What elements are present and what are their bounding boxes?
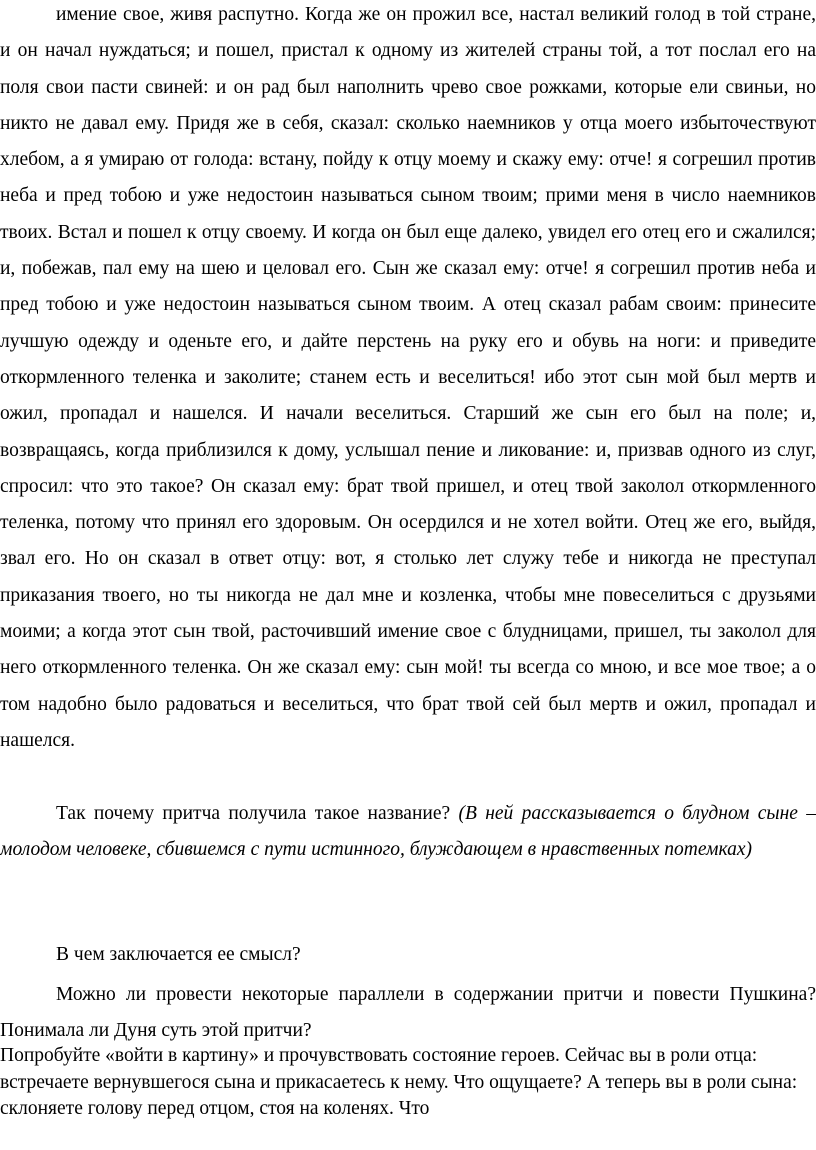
question-paragraph-parallels: Можно ли провести некоторые параллели в содержании притчи и повести Пушкина? Понимала ли Дуня суть этой притчи? <box>0 984 816 1042</box>
question-text: Так почему притча получила такое название? <box>56 803 451 824</box>
question-paragraph-title-meaning <box>0 796 816 869</box>
question-answer-italic: (В ней рассказывается о блудном сыне – молодом человеке, сбившемся с пути истинного, блуждающем в нравственных потемках) <box>0 803 816 861</box>
task-paragraph: Попробуйте «войти в картину» и прочувствовать состояние героев. Сейчас вы в роли отца: встречаете вернувшегося сына и прикасаетесь к нему. Что ощущаете? А теперь вы в роли сына: склоняете голову перед отцом, стоя на коленях. Что <box>0 1045 798 1119</box>
parable-text-paragraph: имение свое, живя распутно. Когда же он прожил все, настал великий голод в той стране, и он начал нуждаться; и пошел, пристал к одному из жителей страны той, а тот послал его на поля свои пасти свиней: и он рад был наполнить чрево свое рожками, которые ели свиньи, но никто не давал ему. Придя же в себя, сказал: сколько наемников у отца моего избыточествуют хлебом, а я умираю от голода: встану, пойду к отцу моему и скажу ему: отче! я согрешил против неба и пред тобою и уже недостоин называться сыном твоим; прими меня в число наемников твоих. Встал и пошел к отцу своему. И когда он был еще далеко, увидел его отец его и сжалился; и, побежав, пал ему на шею и целовал его. Сын же сказал ему: отче! я согрешил против неба и пред тобою и уже недостоин называться сыном твоим. А отец сказал рабам своим: принесите лучшую одежду и оденьте его, и дайте перстень на руку его и обувь на ноги: и приведите откормленного теленка и заколите; станем есть и веселиться! ибо этот сын мой был мертв и ожил, пропадал и нашелся. И начали веселиться. Старший же сын его был на поле; и, возвращаясь, когда приблизился к дому, услышал пение и ликование: и, призвав одного из слуг, спросил: что это такое? Он сказал ему: брат твой пришел, и отец твой заколол откормленного теленка, потому что принял его здоровым. Он осердился и не хотел войти. Отец же его, выйдя, звал его. Но он сказал в ответ отцу: вот, я столько лет служу тебе и никогда не преступал приказания твоего, но ты никогда не дал мне и козленка, чтобы мне повеселиться с друзьями моими; а когда этот сын твой, расточивший имение свое с блудницами, пришел, ты заколол для него откормленного теленка. Он же сказал ему: сын мой! ты всегда со мною, и все мое твое; а о том надобно было радоваться и веселиться, что брат твой сей был мертв и ожил, пропадал и нашелся. <box>0 4 816 751</box>
question-paragraph-sense: В чем заключается ее смысл? <box>56 944 301 965</box>
